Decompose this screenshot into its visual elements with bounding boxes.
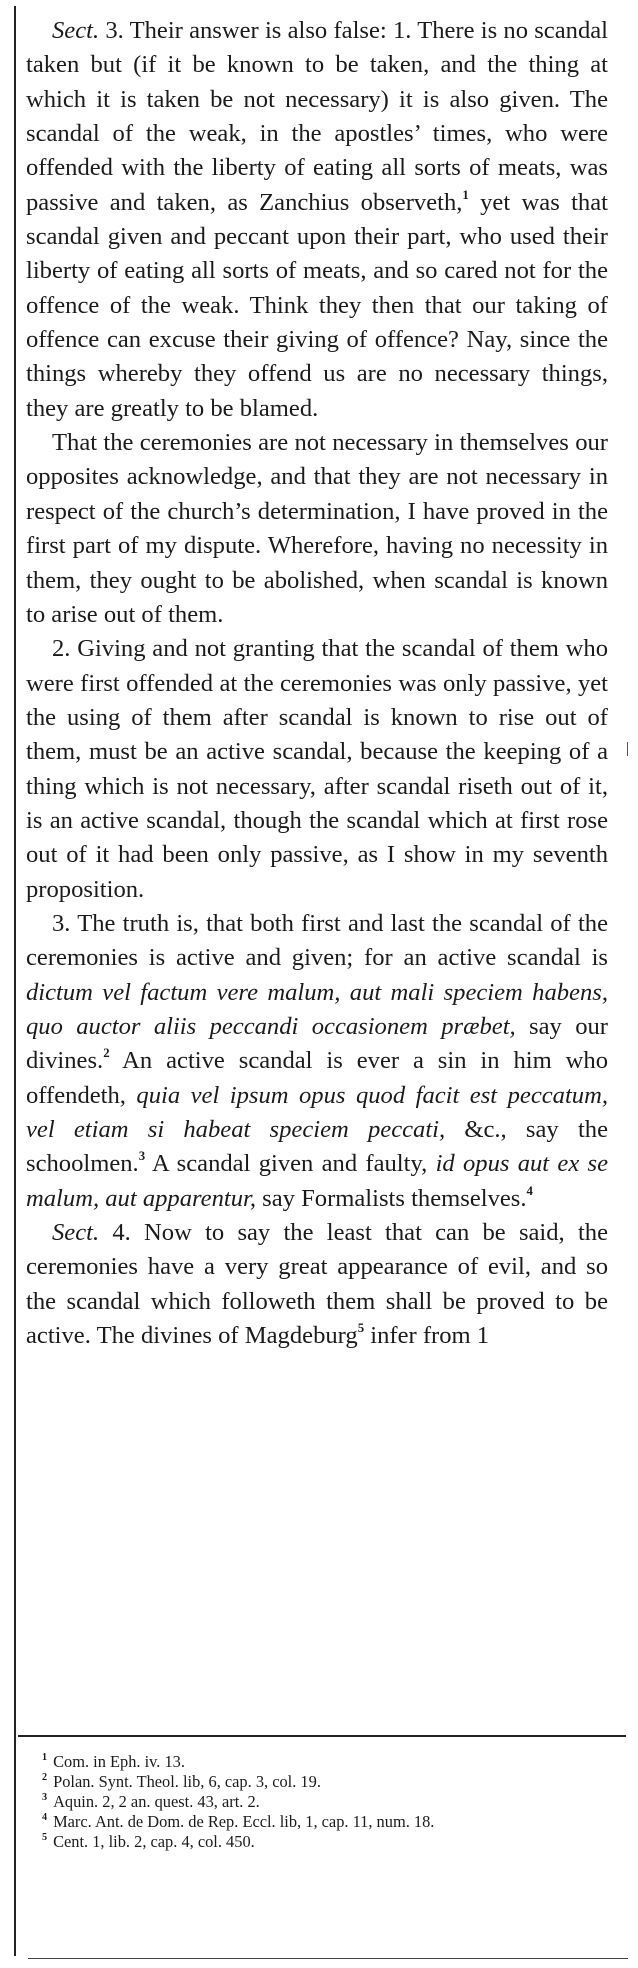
footnote-ref: 1: [462, 187, 469, 202]
footnote-mark: 3: [42, 1791, 48, 1803]
footnote-ref: 3: [138, 1149, 146, 1164]
section-label: Sect.: [52, 1219, 100, 1247]
footnote: $^5$ Cent. 1, lib. 2, cap. 4, col. 450.: [42, 1831, 255, 1851]
footnote-mark: 5: [42, 1831, 48, 1843]
footnotes: [26, 1752, 608, 1852]
section-label: Sect.: [52, 17, 100, 44]
paragraph-sect-3: Sect. 3. Their answer is also false: 1. There is no scandal taken but (if it be known to be taken, and the thing at which it is taken be not necessary) it is also given. The scandal of the weak, in the apostles’ times, who were offended with the liberty of eating all sorts of meats, was passive and taken, as Zanchius observeth,$^1$ yet was that scandal given and peccant upon their part, who used their liberty of eating all sorts of meats, and so cared not for the offence of the weak. Think they then that our taking of offence can excuse their giving of offence? Nay, since the things whereby they offend us are no necessary things, they are greatly to be blamed.: [26, 17, 608, 422]
body-text: [26, 14, 608, 1353]
footnote-separator: [18, 1735, 626, 1737]
paragraph-ceremonies: That the ceremonies are not necessary in themselves our opposites acknowledge, and that they are not necessary in respect of the church’s determination, I have proved in the first part of my dispute. Wherefore, having no necessity in them, they ought to be abolished, when scandal is known to arise out of them.: [26, 429, 608, 628]
footnote: $^2$ Polan. Synt. Theol. lib, 6, cap. 3, col. 19.: [42, 1771, 321, 1791]
footnote: $^4$ Marc. Ant. de Dom. de Rep. Eccl. lib, 1, cap. 11, num. 18.: [42, 1811, 435, 1831]
footnote: $^3$ Aquin. 2, 2 an. quest. 43, art. 2.: [42, 1791, 260, 1811]
footnote-mark: 2: [42, 1771, 48, 1783]
latin-quote: id opus aut ex se malum, aut apparentur,: [26, 1150, 608, 1212]
left-margin-rule: [14, 6, 16, 1956]
paragraph-sect-4: Sect. 4. Now to say the least that can be said, the ceremonies have a very great appearance of evil, and so the scandal which followeth them shall be proved to be active. The divines of Magdeburg$^5$ infer from 1: [26, 1219, 608, 1350]
footnote-ref: 2: [103, 1046, 110, 1061]
paragraph-point-2: 2. Giving and not granting that the scandal of them who were first offended at the ceremonies was only passive, yet the using of them after scandal is known to rise out of them, must be an active scandal, because the keeping of a thing which is not necessary, after scandal riseth out of it, is an active scandal, though the scandal which at first rose out of it had been only passive, as I show in my seventh proposition.: [26, 635, 608, 903]
right-margin-tick: [627, 742, 628, 756]
footnote-ref: 5: [357, 1321, 365, 1336]
footnote-mark: 1: [42, 1751, 48, 1763]
paragraph-point-3: 3. The truth is, that both first and last the scandal of the ceremonies is active and given; for an active scandal is dictum vel factum vere malum, aut mali speciem habens, quo auctor aliis peccandi occasionem præbet, say our divines.$^2$ An active scandal is ever a sin in him who offendeth, quia vel ipsum opus quod facit est peccatum, vel etiam si habeat speciem peccati, &c., say the schoolmen.$^3$ A scandal given and faulty, id opus aut ex se malum, aut apparentur, say Formalists themselves.$^4$: [26, 909, 608, 1212]
footnote-mark: 4: [42, 1811, 48, 1823]
latin-quote: quia vel ipsum opus quod facit est peccatum, vel etiam si habeat speciem peccati,: [26, 1081, 608, 1143]
footnote-ref: 4: [526, 1183, 533, 1198]
bottom-rule: [28, 1958, 628, 1959]
footnote: $^1$ Com. in Eph. iv. 13.: [42, 1751, 185, 1771]
latin-quote: dictum vel factum vere malum, aut mali speciem habens, quo auctor aliis peccandi occasionem præbet,: [26, 978, 608, 1040]
